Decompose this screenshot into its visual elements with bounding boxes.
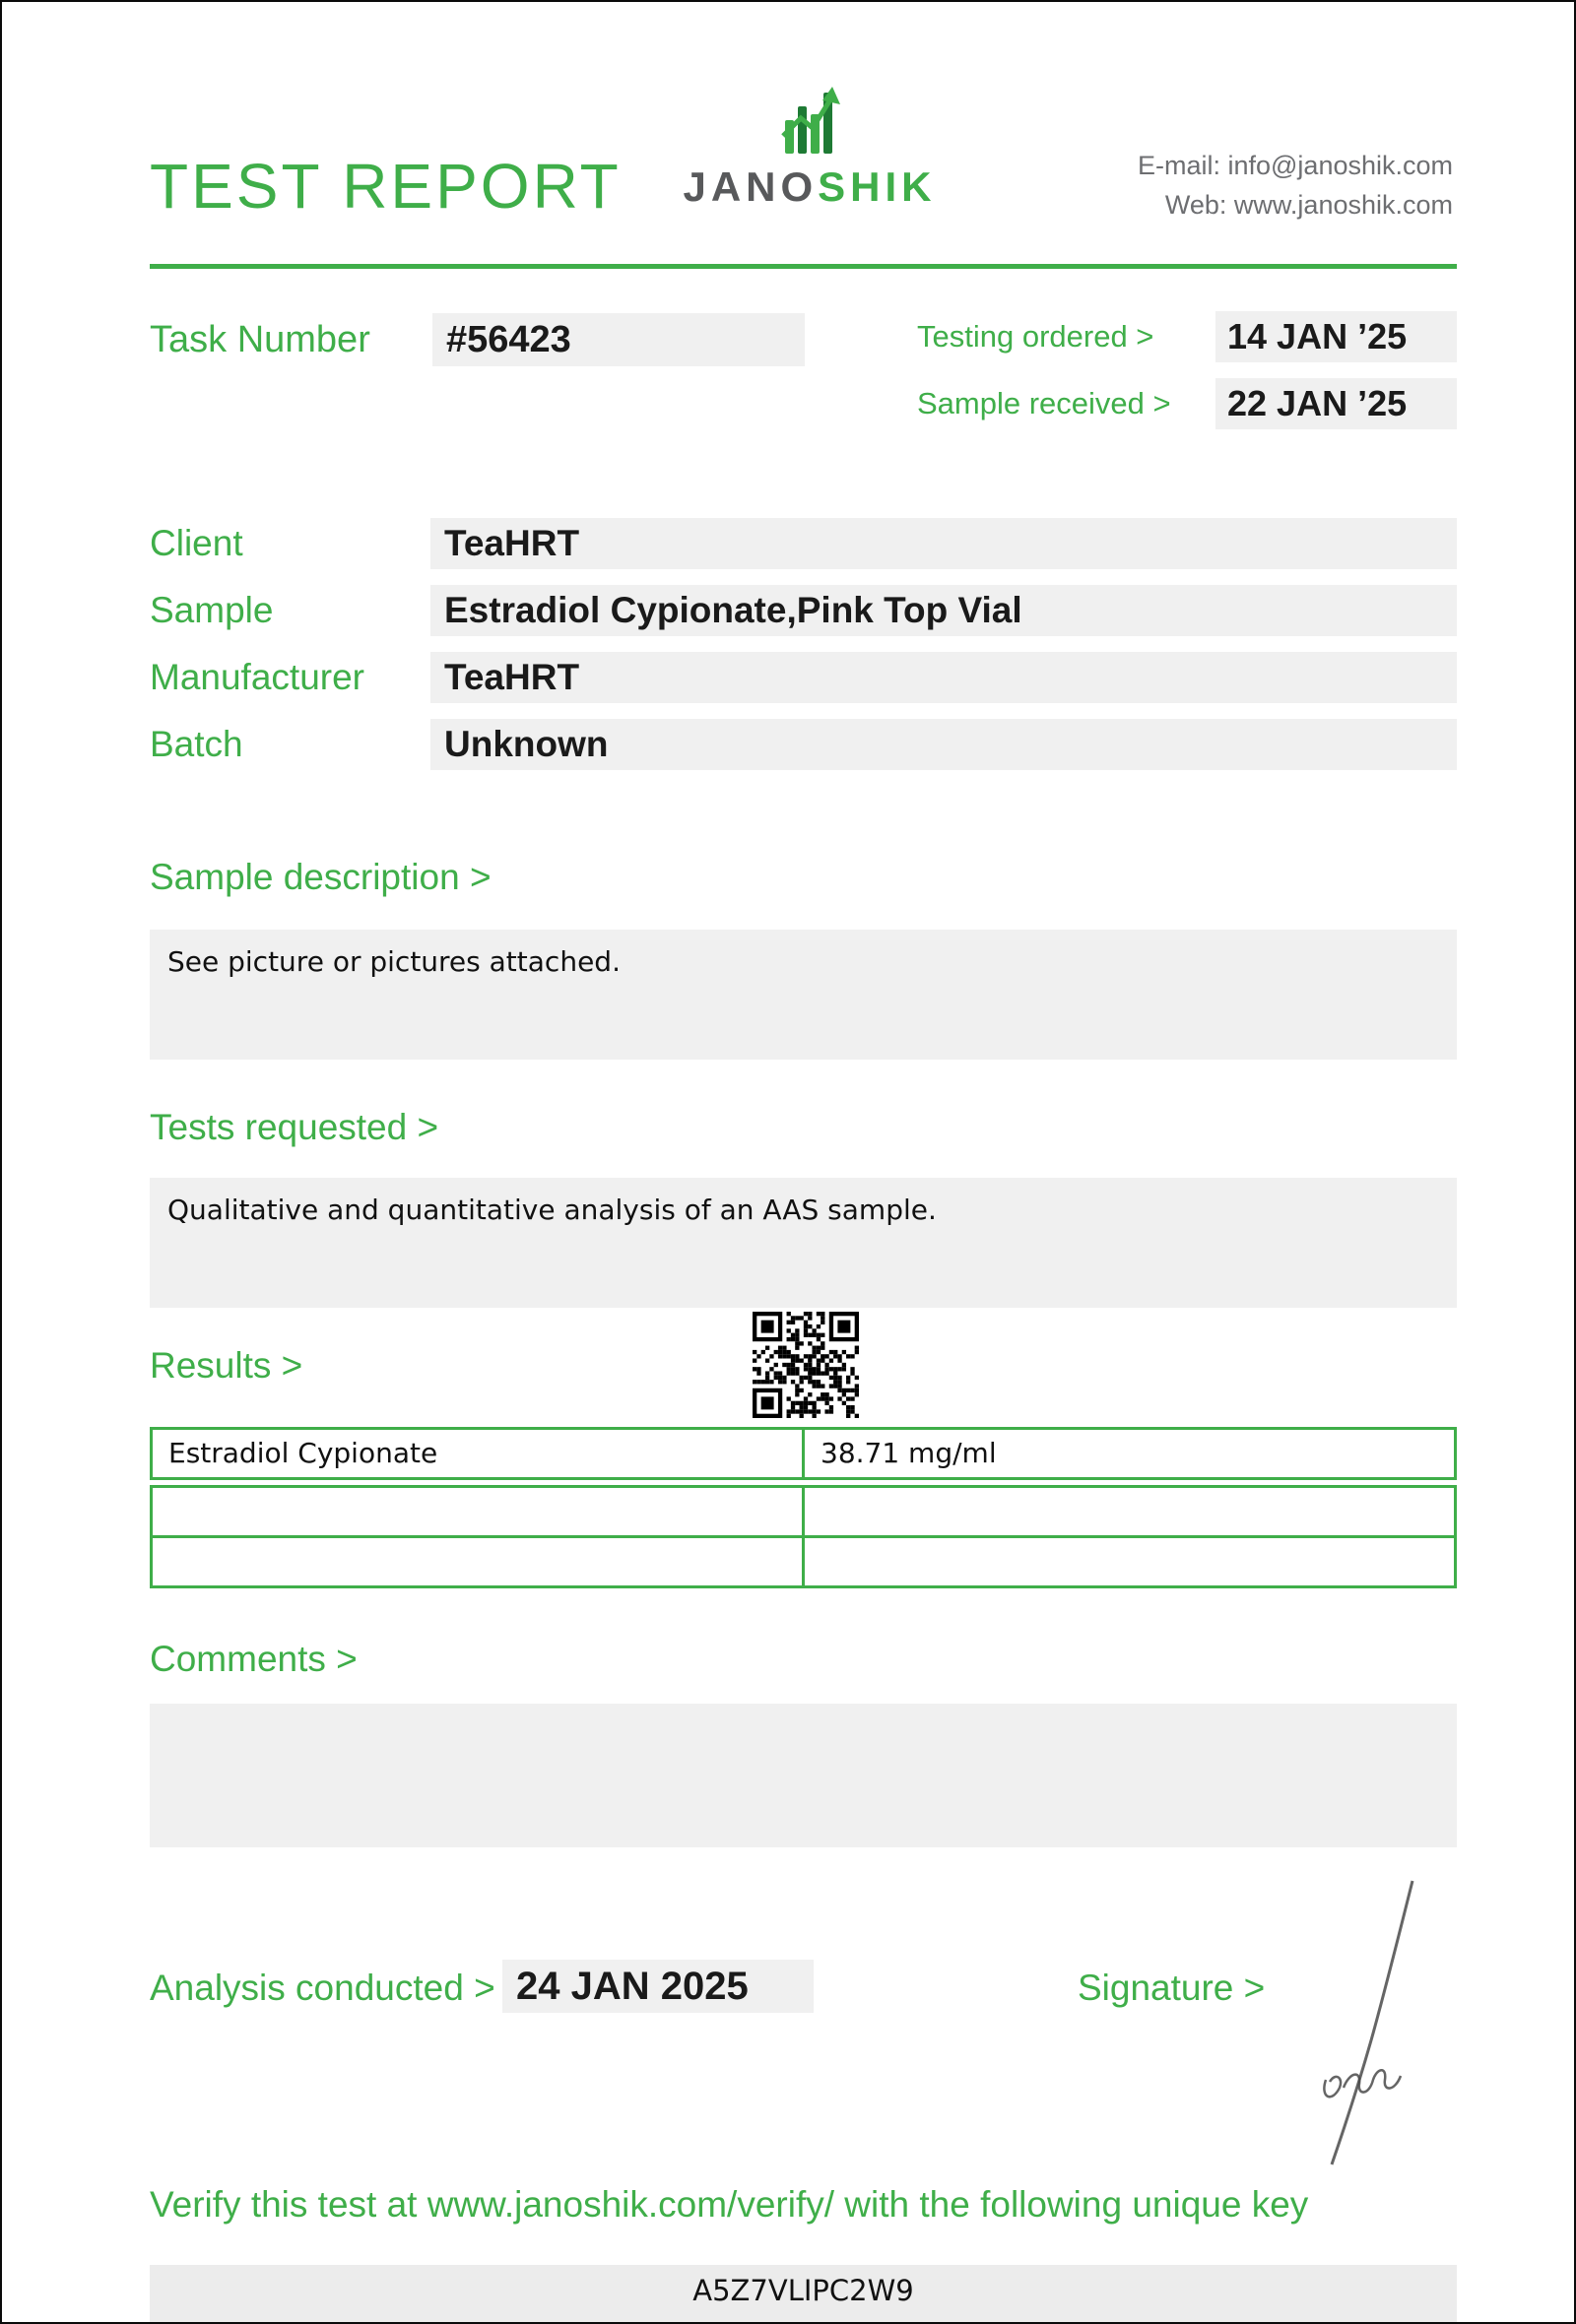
analysis-conducted-label: Analysis conducted > xyxy=(150,1968,495,2008)
analysis-conducted-value: 24 JAN 2025 xyxy=(502,1960,814,2013)
email-value: info@janoshik.com xyxy=(1227,151,1453,180)
logo-wordmark xyxy=(682,163,938,211)
detail-row-client xyxy=(150,518,1457,569)
signature-image xyxy=(1282,1873,1460,2178)
header-divider xyxy=(150,264,1457,269)
task-number-label: Task Number xyxy=(150,319,370,360)
manufacturer-label: Manufacturer xyxy=(150,657,364,697)
tests-requested-box: Qualitative and quantitative analysis of an AAS sample. xyxy=(150,1178,1457,1308)
contact-block xyxy=(1138,146,1453,225)
client-value: TeaHRT xyxy=(430,518,1457,569)
result-value xyxy=(805,1538,1454,1585)
verify-instruction: Verify this test at www.janoshik.com/verify/ with the following unique key xyxy=(150,2184,1309,2225)
logo-shik: SHIK xyxy=(818,163,937,210)
results-heading: Results > xyxy=(150,1345,303,1386)
result-analyte xyxy=(153,1488,805,1535)
email-line xyxy=(1138,146,1453,185)
table-row xyxy=(150,1427,1457,1480)
testing-ordered-label: Testing ordered > xyxy=(917,319,1154,354)
client-label: Client xyxy=(150,523,243,563)
batch-value: Unknown xyxy=(430,719,1457,770)
sample-label: Sample xyxy=(150,590,274,630)
detail-row-manufacturer xyxy=(150,652,1457,703)
logo xyxy=(682,79,938,211)
batch-label: Batch xyxy=(150,724,243,764)
manufacturer-value: TeaHRT xyxy=(430,652,1457,703)
result-value xyxy=(805,1488,1454,1535)
qr-code-icon xyxy=(753,1312,859,1418)
testing-ordered-value: 14 JAN ’25 xyxy=(1215,311,1457,362)
sample-received-value: 22 JAN ’25 xyxy=(1215,378,1457,429)
table-row xyxy=(150,1535,1457,1588)
comments-heading: Comments > xyxy=(150,1639,358,1679)
tests-requested-heading: Tests requested > xyxy=(150,1107,439,1147)
verify-key: A5Z7VLIPC2W9 xyxy=(150,2265,1457,2324)
result-analyte xyxy=(153,1538,805,1585)
results-table xyxy=(150,1427,1457,1588)
task-number-value: #56423 xyxy=(432,313,805,366)
bar-chart-arrow-icon xyxy=(682,79,938,158)
sample-received-label: Sample received > xyxy=(917,386,1171,420)
logo-jano: JANO xyxy=(683,163,819,210)
web-value: www.janoshik.com xyxy=(1233,190,1453,220)
page-title: TEST REPORT xyxy=(150,151,622,222)
sample-description-box: See picture or pictures attached. xyxy=(150,930,1457,1060)
result-value: 38.71 mg/ml xyxy=(821,1437,997,1469)
comments-box xyxy=(150,1704,1457,1847)
sample-description-heading: Sample description > xyxy=(150,857,492,897)
sample-value: Estradiol Cypionate,Pink Top Vial xyxy=(430,585,1457,636)
signature-label: Signature > xyxy=(1078,1968,1266,2008)
table-row xyxy=(150,1485,1457,1538)
web-label: Web: xyxy=(1164,190,1227,220)
detail-row-sample xyxy=(150,585,1457,636)
detail-row-batch xyxy=(150,719,1457,770)
result-analyte: Estradiol Cypionate xyxy=(153,1430,805,1477)
email-label: E-mail: xyxy=(1137,151,1220,180)
web-line xyxy=(1138,185,1453,225)
